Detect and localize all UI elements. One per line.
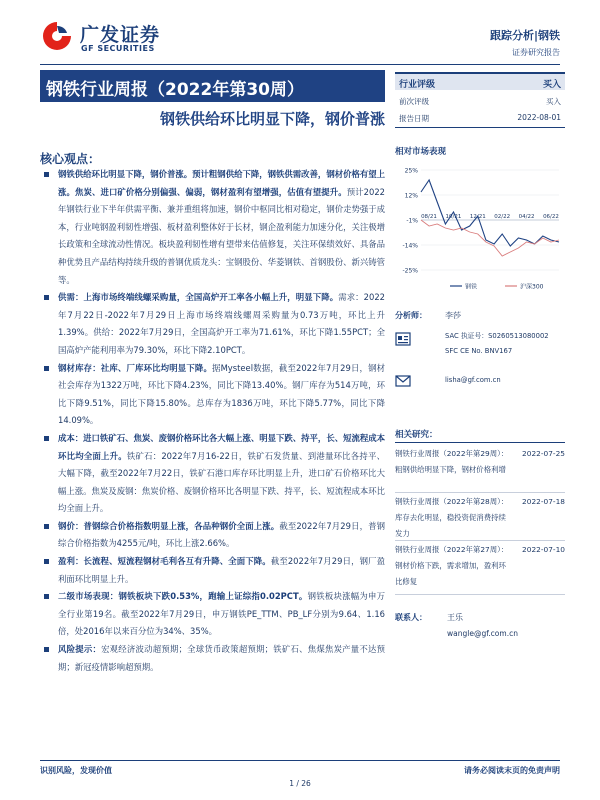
analyst-sac: SAC 执证号：S0260513080002	[445, 332, 549, 340]
title-banner	[40, 70, 385, 102]
prev-rating-label: 前次评级	[399, 97, 429, 106]
report-title: 钢铁行业周报（2022年第30周）	[46, 80, 304, 100]
footer-divider	[40, 760, 560, 761]
core-view-list	[40, 166, 385, 676]
bullet-text: 宏观经济波动超预期；全球货币政策超预期；铁矿石、焦煤焦炭产量不达预期；新冠疫情影响超预期。	[58, 644, 386, 672]
bullet-inventory	[40, 360, 385, 430]
bullet-bold: 盈利：长流程、短流程钢材毛利各互有升降、全面下降。	[58, 556, 271, 567]
bullet-text: 据Mysteel数据，截至2022年7月29日，钢材社会库存为1322万吨，环比下降4.23%，同比下降13.40%。钢厂库存为514万吨，环比下降9.51%，同比下降15.80%。总库存为1836万吨，环比下降5.77%，同比下降14.09%。	[58, 362, 385, 426]
bullet-text: 截至2022年7月29日，钢厂盈利面环比明显上升。	[58, 556, 385, 584]
bullet-profit	[40, 553, 385, 588]
research-item-title[interactable]: 钢铁行业周报（2022年第28周）：库存去化明显，稳投资促消费持续发力	[395, 497, 509, 538]
research-divider	[395, 594, 565, 595]
mail-icon	[395, 374, 411, 388]
bullet-summary	[40, 166, 385, 289]
report-type-block	[490, 27, 560, 58]
y-tick-label: -1%	[406, 217, 418, 225]
core-view-heading: 核心观点：	[40, 152, 101, 166]
contact-email[interactable]: wangle@gf.com.cn	[447, 629, 518, 638]
report-type: 跟踪分析|钢铁	[489, 29, 560, 42]
legend-label: 沪深300	[520, 283, 544, 291]
research-divider	[395, 492, 565, 493]
y-tick-label: 12%	[404, 192, 418, 200]
id-card-icon	[395, 332, 411, 346]
research-item[interactable]	[395, 542, 565, 590]
bullet-text: 需求：2022年7月22日-2022年7月29日上海市场终端线螺周采购量为0.73万吨，环比上升1.39%。供给：2022年7月29日，全国高炉开工率为71.61%，环比下降1.55PCT；全国高炉产能利用率为79.30%，环比下降2.10PCT。	[58, 292, 385, 355]
bullet-text: 钢铁板块涨幅为申万全行业第19名。截至2022年7月29日，申万钢铁PE_TTM、PB_LF分别为9.64、1.16倍，处2016年以来百分位为34%、35%。	[58, 591, 386, 637]
contact-name: 王乐	[447, 613, 463, 622]
chart-title: 相对市场表现	[395, 147, 447, 157]
y-tick-label: -25%	[402, 267, 418, 275]
footer-disclaimer: 请务必阅读末页的免责声明	[464, 766, 560, 775]
page-number: 1 / 26	[289, 779, 311, 788]
report-date-row	[395, 113, 565, 124]
gf-logo-icon	[40, 20, 74, 52]
rating-value: 买入	[542, 80, 561, 90]
series-line	[421, 180, 559, 246]
analyst-sfc: SFC CE No. BNV167	[445, 347, 513, 355]
bullet-supply-demand	[40, 289, 385, 359]
x-tick-label: 04/22	[518, 214, 535, 220]
x-tick-label: 06/22	[543, 214, 559, 220]
rating-divider	[395, 127, 565, 128]
x-tick-label: 08/21	[421, 214, 437, 220]
bullet-bold: 供需：上海市场终端线螺采购量，全国高炉开工率各小幅上升，明显下降。	[58, 292, 339, 303]
relative-performance-chart	[395, 162, 565, 297]
report-subtype: 证券研究报告	[512, 48, 560, 57]
research-item-date: 2022-07-10	[522, 545, 565, 554]
analyst-label: 分析师：	[395, 311, 427, 320]
analyst-name: 李莎	[445, 311, 461, 320]
legend-label: 钢铁	[465, 283, 478, 291]
series-line	[421, 220, 559, 256]
research-item-date: 2022-07-18	[522, 497, 565, 506]
report-date-value: 2022-08-01	[517, 113, 561, 122]
research-item-title[interactable]: 钢铁行业周报（2022年第29周）：粗钢供给明显下降，钢材价格利增	[395, 449, 509, 474]
bullet-market	[40, 588, 385, 641]
analyst-email[interactable]: lisha@gf.com.cn	[445, 376, 501, 384]
footer-slogan: 识别风险，发现价值	[40, 766, 112, 775]
y-tick-label: -14%	[402, 242, 418, 250]
x-tick-label: 10/21	[445, 214, 462, 220]
research-divider	[395, 540, 565, 541]
bullet-bold: 成本：进口铁矿石、焦炭、废钢价格环比各大幅上涨、明显下跌、持平，长、短流程成本环比均全面上升。	[58, 432, 385, 461]
related-research-heading: 相关研究：	[395, 428, 565, 443]
report-subtitle: 钢铁供给环比明显下降，钢价普涨	[159, 110, 385, 128]
research-item-title[interactable]: 钢铁行业周报（2022年第27周）：钢材价格下跌，需求增加，盈利环比修复	[395, 545, 509, 586]
logo-text-cn: 广发证券	[80, 24, 161, 46]
contact-label: 联系人：	[395, 613, 427, 622]
bullet-bold: 二级市场表现：钢铁板块下跌0.53%，跑输上证综指0.02PCT。	[58, 591, 308, 602]
bullet-text: 截至2022年7月29日，普钢综合价格指数为4255元/吨，环比上涨2.66%。	[58, 520, 385, 549]
research-item[interactable]	[395, 446, 565, 478]
bullet-text: 预计2022年钢铁行业下半年供需平衡、兼并重组将加速，钢价中枢同比相对稳定，钢价走势强于成本，行业吨钢盈利韧性增强、板材盈利整体好于长材，钢企盈利能力加速分化，关注极增长政策和全球流动性情况。板块盈利韧性增有望带来估值修复，关注环保绩效好、具备品种优势且产品结构持续升级的普钢优质龙头：宝钢股份、华菱钢铁、首钢股份、新兴铸管等。	[58, 186, 385, 285]
prev-rating-value: 买入	[546, 97, 561, 106]
x-tick-label: 12/21	[469, 214, 486, 220]
bullet-bold: 钢价：普钢综合价格指数明显上涨，各品种钢价全面上涨。	[58, 520, 280, 531]
bullet-bold: 风险提示：	[58, 644, 102, 655]
header-divider	[40, 64, 560, 65]
y-tick-label: 25%	[404, 167, 418, 175]
bullet-bold: 钢铁供给环比明显下降，钢价普涨。预计粗钢供给下降，钢铁供需改善，钢材价格有望上涨。焦炭、进口矿价格分别偏强、偏弱，钢材盈利有望增强，估值有望提升。	[58, 169, 385, 197]
prev-rating-row	[395, 96, 565, 107]
x-tick-label: 02/22	[494, 214, 511, 220]
bullet-risk	[40, 641, 385, 676]
research-item-date: 2022-07-25	[522, 449, 565, 458]
rating-header	[395, 72, 565, 90]
bullet-price	[40, 518, 385, 553]
bullet-cost	[40, 430, 385, 518]
bullet-bold: 钢材库存：社库、厂库环比均明显下降。	[58, 362, 213, 373]
bullet-text: 铁矿石：2022年7月16-22日，铁矿石发货量、到港量环比各持平、大幅下降，截至2022年7月22日，铁矿石港口库存环比明显上升，进口矿石价格环比大幅上涨。焦炭及废钢：焦炭价格、废钢价格环比各明显下跌、持平，长、短流程成本环比均全面上升。	[58, 450, 385, 514]
company-logo	[40, 18, 190, 58]
rating-label: 行业评级	[399, 80, 436, 90]
logo-text-en: GF SECURITIES	[81, 44, 155, 53]
research-item[interactable]	[395, 494, 565, 542]
analyst-block	[395, 310, 565, 410]
report-date-label: 报告日期	[399, 114, 429, 123]
chart-svg	[395, 162, 565, 297]
